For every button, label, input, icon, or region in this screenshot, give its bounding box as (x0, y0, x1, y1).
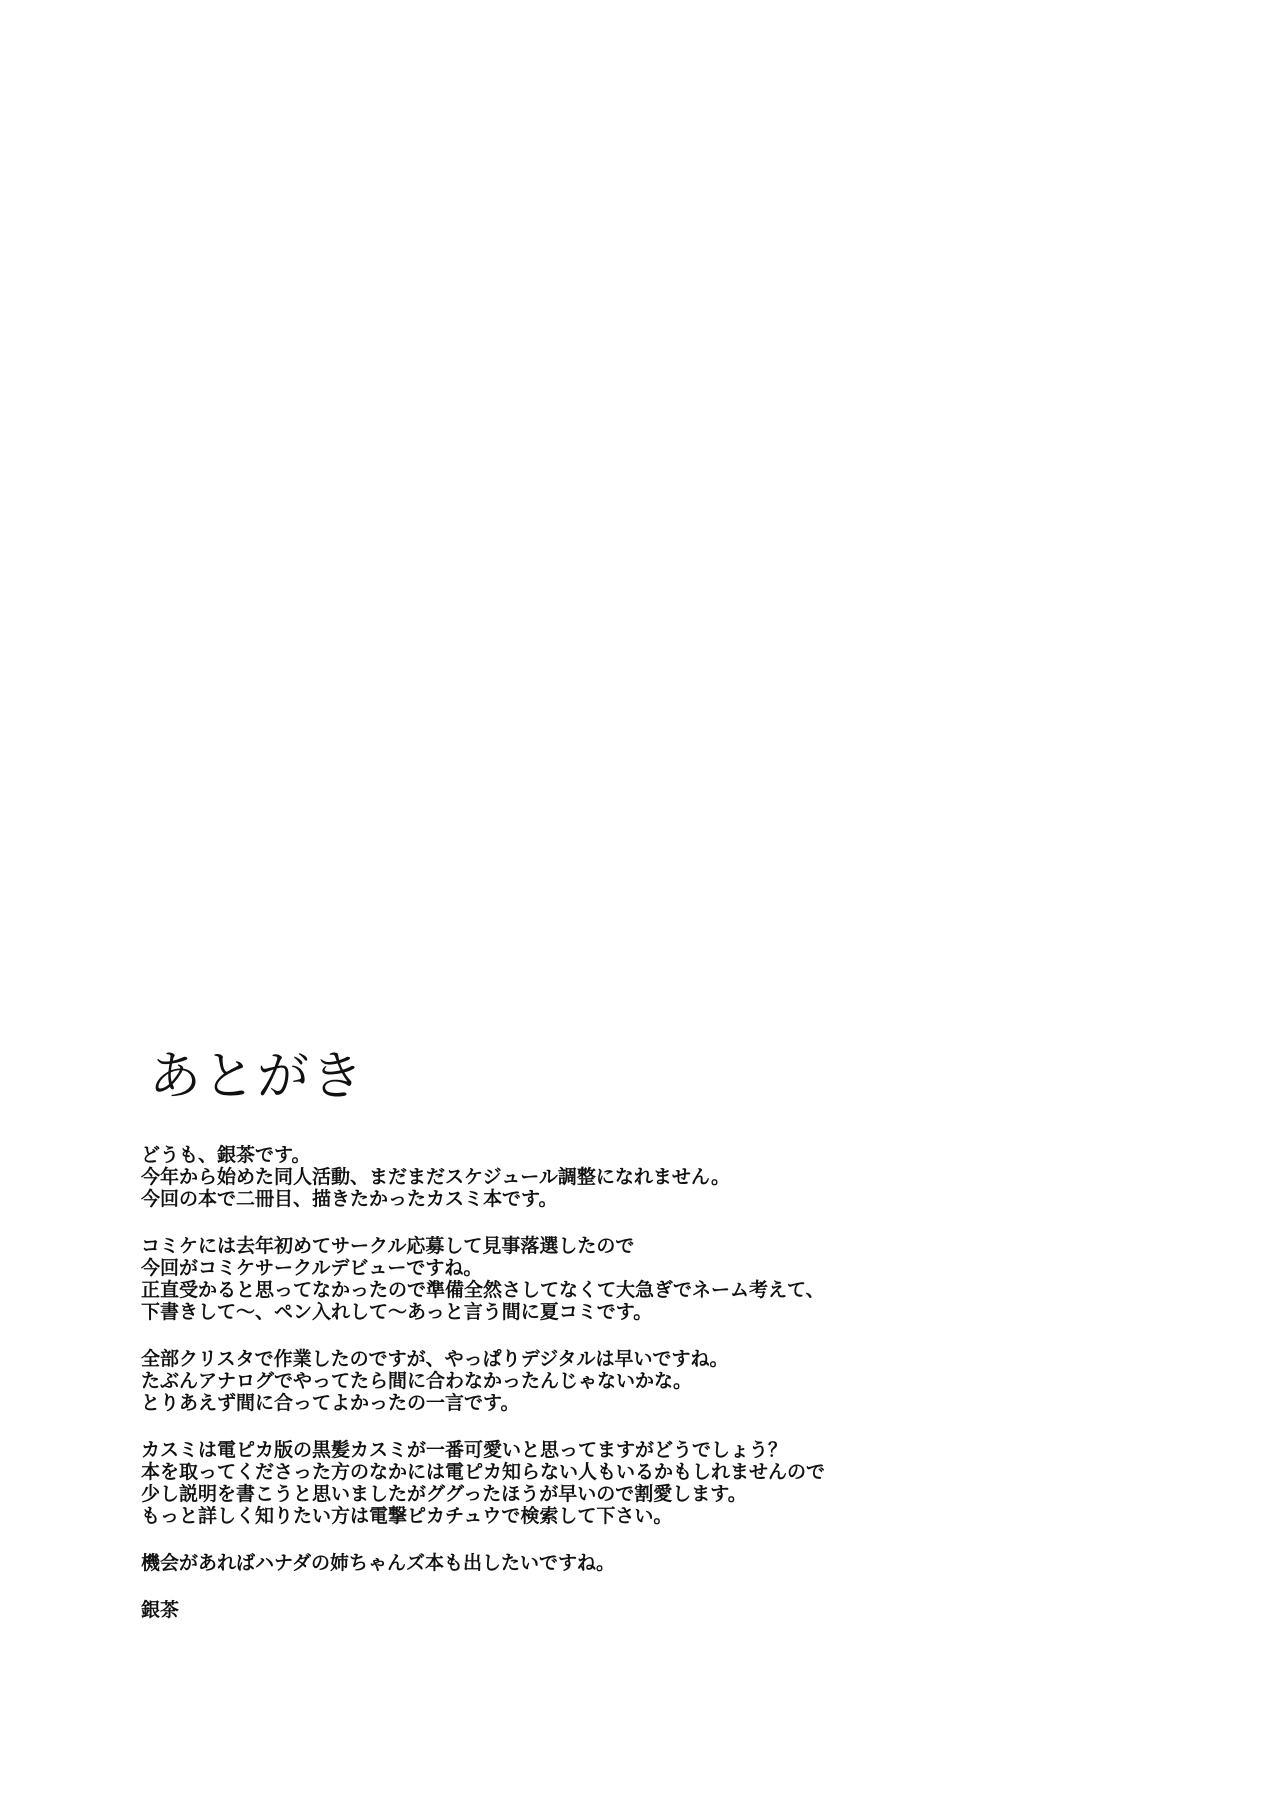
text-line: もっと詳しく知りたい方は電撃ピカチュウで検索して下さい。 (141, 1505, 673, 1527)
paragraph-greeting (141, 1144, 1181, 1210)
text-line: コミケには去年初めてサークル応募して見事落選したので (141, 1235, 635, 1257)
text-line: 下書きして〜、ペン入れして〜あっと言う間に夏コミです。 (141, 1301, 653, 1323)
text-line: 今回の本で二冊目、描きたかったカスミ本です。 (141, 1188, 558, 1210)
text-line: 本を取ってくださった方のなかには電ピカ知らない人もいるかもしれませんので (141, 1461, 826, 1483)
afterword-body (141, 1144, 1181, 1621)
paragraph-comiket (141, 1235, 1181, 1323)
text-line: 機会があればハナダの姉ちゃんズ本も出したいですね。 (141, 1552, 616, 1574)
text-line: どうも、銀茶です。 (141, 1144, 311, 1166)
text-line: 少し説明を書こうと思いましたがググったほうが早いので割愛します。 (141, 1483, 747, 1505)
text-line: 今年から始めた同人活動、まだまだスケジュール調整になれません。 (141, 1166, 731, 1188)
page-title: あとがき (149, 1047, 366, 1107)
text-line: 今回がコミケサークルデビューですね。 (141, 1257, 483, 1279)
text-line: カスミは電ピカ版の黒髪カスミが一番可愛いと思ってますがどうでしょう？ (141, 1439, 788, 1461)
paragraph-kasumi (141, 1439, 1181, 1527)
text-line: たぶんアナログでやってたら間に合わなかったんじゃないかな。 (141, 1370, 693, 1392)
text-line: 正直受かると思ってなかったので準備全然さしてなくて大急ぎでネーム考えて、 (141, 1279, 825, 1301)
text-line: 全部クリスタで作業したのですが、やっぱりデジタルは早いですね。 (141, 1348, 729, 1370)
author-signature: 銀茶 (141, 1599, 180, 1621)
text-line: とりあえず間に合ってよかったの一言です。 (141, 1392, 520, 1414)
paragraph-closing (141, 1552, 1181, 1574)
paragraph-digital (141, 1348, 1181, 1414)
